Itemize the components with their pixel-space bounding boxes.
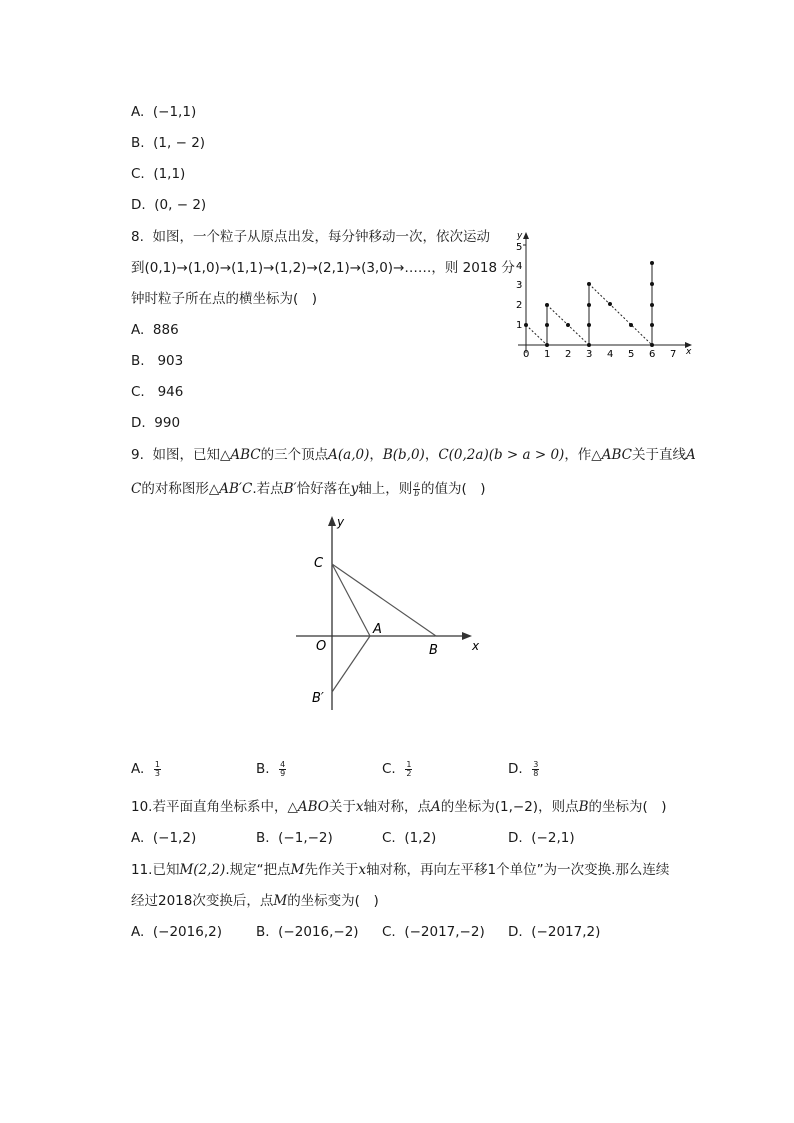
q8-x-tick: 1 xyxy=(544,349,551,360)
q9-stem-line2: C的对称图形△AB′C.若点B′恰好落在y轴上，则 $\frac{a}{b}$ 的值为( ) xyxy=(131,479,486,498)
q8-x-tick: 3 xyxy=(586,349,593,360)
q10-stem: 10.若平面直角坐标系中，△ABO关于x轴对称，点A的坐标为(1,−2)，则点B的坐标为( ) xyxy=(131,799,667,815)
q10-option-b[interactable]: B. (−1,−2) xyxy=(256,830,333,846)
q8-stem-line2: 到(0,1)→(1,0)→(1,1)→(1,2)→(2,1)→(3,0)→……，则 2018 分 xyxy=(131,260,515,276)
q8-x-tick: 7 xyxy=(670,349,677,360)
q8-option-c[interactable]: C. 946 xyxy=(131,384,184,400)
q7-option-c[interactable]: C. (1,1) xyxy=(131,166,186,182)
q8-x-label: x xyxy=(686,347,692,357)
q8-point xyxy=(587,343,591,347)
q8-option-d[interactable]: D. 990 xyxy=(131,415,181,431)
q8-y-tick: 5 xyxy=(516,242,523,253)
q8-y-tick: 4 xyxy=(516,261,523,272)
q9-label-Bp: B′ xyxy=(312,691,324,706)
q11-number: 11. xyxy=(131,862,153,878)
q7-option-b[interactable]: B. (1, − 2) xyxy=(131,135,206,151)
q8-y-arrow xyxy=(523,232,529,239)
q9-y-arrow xyxy=(328,516,336,526)
q9-label-x: x xyxy=(472,639,480,653)
q8-y-tick: 1 xyxy=(516,320,523,331)
q8-option-a[interactable]: A. 886 xyxy=(131,322,179,338)
q7-option-a[interactable]: A. (−1,1) xyxy=(131,104,197,120)
q8-stem-line1: 8. 如图，一个粒子从原点出发，每分钟移动一次，依次运动 xyxy=(131,229,490,245)
q11-option-d[interactable]: D. (−2017,2) xyxy=(508,924,601,940)
q11-option-a[interactable]: A. (−2016,2) xyxy=(131,924,222,940)
q9-stem-line1: 9. 如图，已知△ABC的三个顶点A(a,0)，B(b,0)，C(0,2a)(b > a > 0)，作△ABC关于直线A xyxy=(131,447,696,463)
q8-point xyxy=(587,282,591,286)
q10-option-d[interactable]: D. (−2,1) xyxy=(508,830,575,846)
q8-x-tick: 2 xyxy=(565,349,572,360)
q8-point xyxy=(587,323,591,327)
q9-option-d[interactable]: D. $\frac{3}{8}$ xyxy=(508,759,539,778)
q8-point xyxy=(524,323,528,327)
q11-stem-line2: 经过2018次变换后，点M的坐标变为( ) xyxy=(131,893,379,909)
q10-option-a[interactable]: A. (−1,2) xyxy=(131,830,197,846)
q9-x-arrow xyxy=(462,632,472,640)
q9-option-a[interactable]: A. $\frac{1}{3}$ xyxy=(131,759,160,778)
q9-label-B: B xyxy=(429,643,438,658)
q9-option-c[interactable]: C. $\frac{1}{2}$ xyxy=(382,759,412,778)
q9-number: 9. xyxy=(131,447,144,463)
q8-y-tick: 3 xyxy=(516,280,523,291)
q8-point xyxy=(566,323,570,327)
q8-y-label: y xyxy=(517,231,523,241)
q9-side-CA xyxy=(332,564,370,636)
q8-stem-line3: 钟时粒子所在点的横坐标为( ) xyxy=(131,291,318,307)
q8-point xyxy=(650,303,654,307)
q9-label-C: C xyxy=(314,556,324,571)
q8-path-segment xyxy=(589,284,652,345)
q11-option-b[interactable]: B. (−2016,−2) xyxy=(256,924,359,940)
q8-x-tick: 5 xyxy=(628,349,635,360)
q9-triangle-figure xyxy=(290,512,500,717)
q8-point xyxy=(545,303,549,307)
q8-x-tick: 6 xyxy=(649,349,656,360)
q11-option-c[interactable]: C. (−2017,−2) xyxy=(382,924,485,940)
q9-label-y: y xyxy=(337,515,345,529)
q10-option-c[interactable]: C. (1,2) xyxy=(382,830,437,846)
q10-number: 10. xyxy=(131,799,153,815)
q8-point xyxy=(650,343,654,347)
q8-point xyxy=(650,323,654,327)
q8-x-tick: 4 xyxy=(607,349,614,360)
q7-option-d[interactable]: D. (0, − 2) xyxy=(131,197,207,213)
q8-point xyxy=(545,343,549,347)
q8-point xyxy=(650,282,654,286)
q8-x-tick: 0 xyxy=(523,349,530,360)
q9-side-ABp xyxy=(332,636,370,692)
q8-path-segment xyxy=(526,325,547,345)
q8-option-b[interactable]: B. 903 xyxy=(131,353,184,369)
a-over-b-fraction: $\frac{a}{b}$ xyxy=(414,479,420,498)
q8-number: 8. xyxy=(131,229,144,245)
q9-option-b[interactable]: B. $\frac{4}{9}$ xyxy=(256,759,286,778)
q8-particle-graph xyxy=(508,228,698,363)
q9-label-O: O xyxy=(316,639,327,654)
q11-stem-line1: 11.已知M(2,2).规定“把点M先作关于x轴对称，再向左平移1个单位”为一次变换.那么连续 xyxy=(131,862,670,878)
q8-point xyxy=(629,323,633,327)
q8-point xyxy=(587,303,591,307)
q9-side-CB xyxy=(332,564,436,636)
q8-point xyxy=(608,302,612,306)
q8-point xyxy=(650,261,654,265)
q8-point xyxy=(545,323,549,327)
q9-label-A: A xyxy=(373,622,382,637)
q8-y-tick: 2 xyxy=(516,300,523,311)
